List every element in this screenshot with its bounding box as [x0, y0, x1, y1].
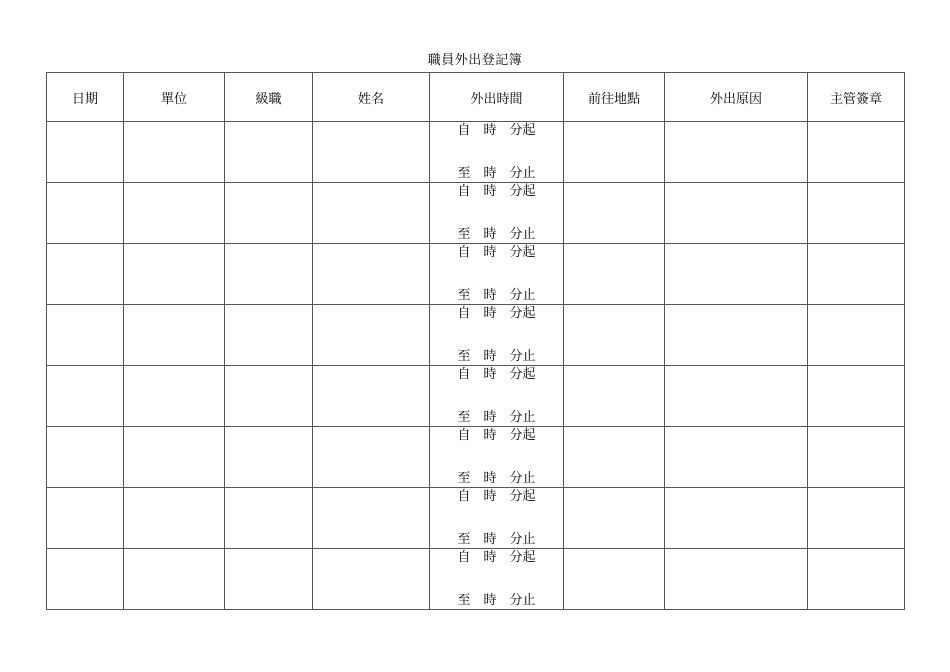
cell-out-time[interactable]: [430, 427, 564, 488]
cell-reason[interactable]: [665, 244, 808, 305]
header-supervisor: 主管簽章: [808, 73, 905, 122]
cell-reason[interactable]: [665, 122, 808, 183]
table-row: [47, 549, 905, 610]
cell-reason[interactable]: [665, 366, 808, 427]
cell-unit[interactable]: [124, 122, 225, 183]
cell-date[interactable]: [47, 183, 124, 244]
cell-date[interactable]: [47, 244, 124, 305]
time-from-text: 自 時 分起: [457, 184, 536, 199]
cell-unit[interactable]: [124, 488, 225, 549]
table-row: [47, 244, 905, 305]
header-out-time: 外出時間: [430, 73, 564, 122]
table-row: [47, 488, 905, 549]
time-from-text: 自 時 分起: [457, 123, 536, 138]
cell-destination[interactable]: [564, 183, 665, 244]
table-row: [47, 366, 905, 427]
cell-date[interactable]: [47, 427, 124, 488]
cell-name[interactable]: [313, 366, 430, 427]
cell-rank[interactable]: [225, 122, 313, 183]
cell-supervisor[interactable]: [808, 549, 905, 610]
cell-out-time[interactable]: [430, 122, 564, 183]
outing-log-table: [46, 72, 905, 610]
header-date: 日期: [47, 73, 124, 122]
cell-destination[interactable]: [564, 122, 665, 183]
table-row: [47, 183, 905, 244]
header-name: 姓名: [313, 73, 430, 122]
cell-rank[interactable]: [225, 488, 313, 549]
cell-reason[interactable]: [665, 427, 808, 488]
cell-name[interactable]: [313, 427, 430, 488]
cell-reason[interactable]: [665, 488, 808, 549]
time-from-text: 自 時 分起: [457, 367, 536, 382]
time-from-text: 自 時 分起: [457, 306, 536, 321]
cell-destination[interactable]: [564, 427, 665, 488]
cell-name[interactable]: [313, 549, 430, 610]
document-title: 職員外出登記簿: [427, 53, 523, 68]
cell-supervisor[interactable]: [808, 122, 905, 183]
cell-name[interactable]: [313, 244, 430, 305]
time-from-text: 自 時 分起: [457, 489, 536, 504]
cell-out-time[interactable]: [430, 488, 564, 549]
cell-reason[interactable]: [665, 549, 808, 610]
cell-out-time[interactable]: [430, 366, 564, 427]
time-to-text: 至 時 分止: [457, 532, 536, 547]
cell-destination[interactable]: [564, 244, 665, 305]
cell-supervisor[interactable]: [808, 305, 905, 366]
cell-rank[interactable]: [225, 427, 313, 488]
cell-date[interactable]: [47, 549, 124, 610]
cell-unit[interactable]: [124, 183, 225, 244]
cell-rank[interactable]: [225, 366, 313, 427]
header-unit: 單位: [124, 73, 225, 122]
cell-rank[interactable]: [225, 549, 313, 610]
header-row: [47, 73, 905, 122]
cell-date[interactable]: [47, 122, 124, 183]
header-reason: 外出原因: [665, 73, 808, 122]
cell-name[interactable]: [313, 305, 430, 366]
cell-destination[interactable]: [564, 549, 665, 610]
cell-destination[interactable]: [564, 366, 665, 427]
cell-unit[interactable]: [124, 427, 225, 488]
cell-name[interactable]: [313, 122, 430, 183]
time-from-text: 自 時 分起: [457, 245, 536, 260]
cell-unit[interactable]: [124, 305, 225, 366]
cell-date[interactable]: [47, 305, 124, 366]
cell-rank[interactable]: [225, 183, 313, 244]
cell-reason[interactable]: [665, 305, 808, 366]
time-to-text: 至 時 分止: [457, 410, 536, 425]
cell-rank[interactable]: [225, 305, 313, 366]
cell-supervisor[interactable]: [808, 244, 905, 305]
cell-supervisor[interactable]: [808, 183, 905, 244]
cell-name[interactable]: [313, 183, 430, 244]
cell-out-time[interactable]: [430, 305, 564, 366]
time-to-text: 至 時 分止: [457, 227, 536, 242]
cell-supervisor[interactable]: [808, 366, 905, 427]
time-from-text: 自 時 分起: [457, 550, 536, 565]
cell-destination[interactable]: [564, 488, 665, 549]
log-body: [47, 122, 905, 610]
cell-date[interactable]: [47, 488, 124, 549]
cell-date[interactable]: [47, 366, 124, 427]
time-to-text: 至 時 分止: [457, 349, 536, 364]
table-row: [47, 305, 905, 366]
cell-unit[interactable]: [124, 549, 225, 610]
cell-out-time[interactable]: [430, 183, 564, 244]
cell-out-time[interactable]: [430, 244, 564, 305]
header-rank: 級職: [225, 73, 313, 122]
cell-unit[interactable]: [124, 244, 225, 305]
cell-reason[interactable]: [665, 183, 808, 244]
time-to-text: 至 時 分止: [457, 288, 536, 303]
cell-supervisor[interactable]: [808, 427, 905, 488]
time-to-text: 至 時 分止: [457, 593, 536, 608]
header-destination: 前往地點: [564, 73, 665, 122]
cell-out-time[interactable]: [430, 549, 564, 610]
cell-name[interactable]: [313, 488, 430, 549]
cell-rank[interactable]: [225, 244, 313, 305]
time-from-text: 自 時 分起: [457, 428, 536, 443]
cell-supervisor[interactable]: [808, 488, 905, 549]
time-to-text: 至 時 分止: [457, 166, 536, 181]
cell-unit[interactable]: [124, 366, 225, 427]
cell-destination[interactable]: [564, 305, 665, 366]
time-to-text: 至 時 分止: [457, 471, 536, 486]
table-row: [47, 427, 905, 488]
table-row: [47, 122, 905, 183]
